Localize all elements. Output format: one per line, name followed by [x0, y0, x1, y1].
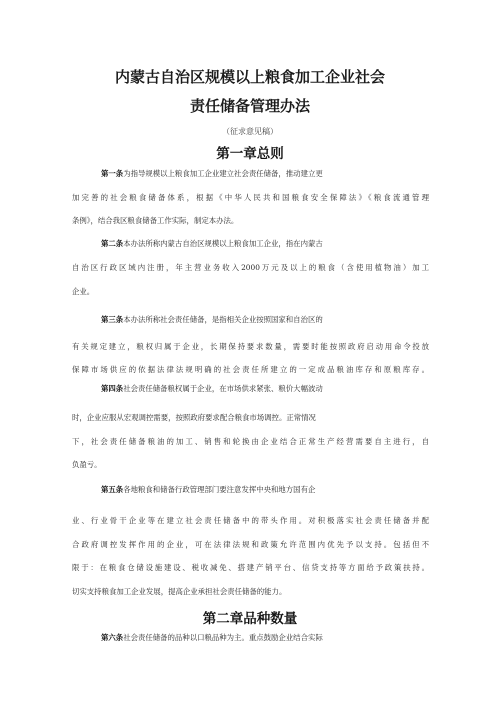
article-6-text1: 社会责任储备的品种以口粮品种为主。重点鼓励企业结合实际 [123, 633, 323, 642]
article-1-line3: 条例》，结合我区粮食储备工作实际，制定本办法。 [72, 216, 239, 225]
article-2-line1 [101, 240, 323, 247]
article-2-line2: 自治区行政区域内注册，年主营业务收入2000万元及以上的粮食（含使用植物油）加工 [72, 263, 429, 272]
article-1-label: 第一条 [101, 169, 124, 178]
article-4-line2: 时，企业应服从宏观调控需要，按照政府要求配合粮食市场调控。正常情况 [72, 413, 316, 422]
article-3-line1 [101, 316, 323, 323]
article-1-text1: 为指导规模以上粮食加工企业建立社会责任储备，推动建立更 [123, 169, 323, 178]
document-title-line1: 内蒙古自治区规模以上粮食加工企业社会 [114, 68, 385, 86]
article-6-label: 第六条 [101, 633, 124, 642]
article-4-line3: 下，社会责任储备粮油的加工、销售和轮换由企业结合正常生产经营需要自主进行，自 [72, 437, 429, 446]
article-4-label: 第四条 [101, 384, 124, 393]
article-3-line3: 保障市场供应的依据法律法规明确的社会责任所建立的一定成品粮油库存和原粮库存。 [72, 365, 429, 374]
article-5-label: 第五条 [101, 485, 124, 494]
article-5-text1: 各地粮食和储备行政管理部门要注意发挥中央和地方国有企 [123, 485, 316, 494]
chapter-1-heading: 第一章总则 [216, 146, 284, 162]
article-4-text1: 社会责任储备粮权属于企业，在市场供求紧张、粮价大幅波动 [123, 384, 323, 393]
article-5-line1 [101, 486, 315, 493]
article-1-line2: 加完善的社会粮食储备体系，根据《中华人民共和国粮食安全保障法》《粮食流通管理 [72, 193, 429, 202]
chapter-2-heading: 第二章品种数量 [202, 611, 298, 627]
article-4-line4: 负盈亏。 [72, 460, 102, 469]
article-3-line2: 有关规定建立，粮权归属于企业，长期保持要求数量，需要时能按照政府启动用命令投放 [72, 342, 429, 351]
draft-subtitle: （征求意见稿） [222, 127, 278, 136]
article-5-line3: 合政府调控发挥作用的企业，可在法律法规和政策允许范围内优先予以支持。包括但不 [72, 540, 429, 549]
article-5-line2: 业、行业骨干企业等在建立社会责任储备中的带头作用。对积极落实社会责任储备并配 [72, 516, 429, 525]
article-2-text1: 本办法所称内蒙古自治区规模以上粮食加工企业，指在内蒙古 [123, 239, 323, 248]
article-1-line1 [101, 170, 323, 177]
article-2-line3: 企业。 [72, 287, 95, 296]
article-5-line4: 限于：在粮食仓储设施建设、税收减免、搭建产销平台、信贷支持等方面给予政策扶持。 [72, 563, 429, 572]
article-4-line1 [101, 385, 323, 392]
article-2-label: 第二条 [101, 239, 124, 248]
article-3-label: 第三条 [101, 315, 124, 324]
article-5-line5: 切实支持粮食加工企业发展，提高企业承担社会责任储备的能力。 [72, 587, 287, 596]
article-6-line1 [101, 634, 323, 641]
document-title-line2: 责任储备管理办法 [189, 97, 310, 115]
article-3-text1: 本办法所称社会责任储备，是指相关企业按照国家和自治区的 [123, 315, 323, 324]
